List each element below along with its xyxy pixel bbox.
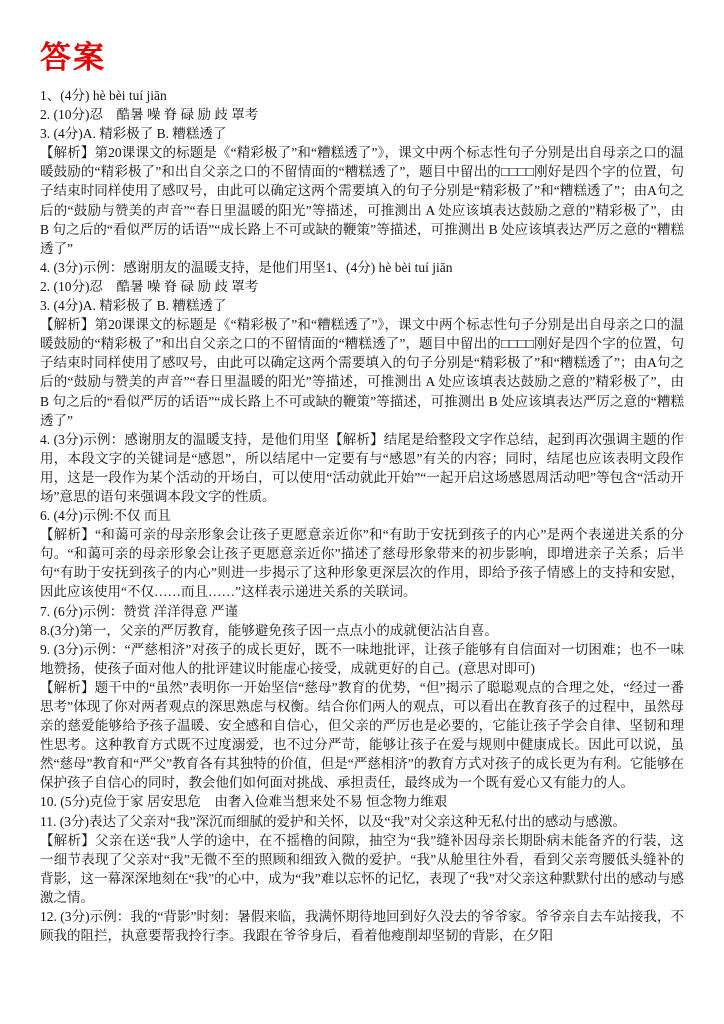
answer-item-9: 9. (3分)示例：“严慈相济”对孩子的成长更好，既不一味地批评，让孩子能够有自信面对一切困难；也不一味地赞扬，使孩子面对他人的批评建议时能虚心接受，成就更好的自己。(意思对即可) xyxy=(40,641,684,676)
answer-item-4-dup: 4. (3分)示例：感谢朋友的温暖支持，是他们用坚1、(4分) hè bèi tuí jiān xyxy=(40,259,453,275)
answer-item-4-analysis: 4. (3分)示例：感谢朋友的温暖支持，是他们用坚【解析】结尾是给整段文字作总结，起到再次强调主题的作用，本段文字的关键词是“感恩”，所以结尾中一定要有与“感恩”有关的内容；同时，结尾也应该表明文段作用，这是一段作为某个活动的开场白，可以使用“活动就此开始”“一起开启这场感恩周活动吧”等包含“活动开场”意思的语句来强调本段文字的性质。 xyxy=(40,431,684,504)
answer-item-2: 2. (10分)忍 酷暑 噪 脊 碌 励 歧 罩考 xyxy=(40,107,259,123)
analysis-item-3: 【解析】第20课课文的标题是《“精彩极了”和“糟糕透了”》，课文中两个标志性句子分别是出自母亲之口的温暖鼓励的“精彩极了”和出自父亲之口的不留情面的“糟糕透了”，题目中留出的□□□□刚好是四个字的位置，句子结束时同样使用了感叹号，由此可以确定这两个需要填入的句子分别是“精彩极了”和“糟糕透了”；由A句之后的“鼓励与赞美的声音”“春日里温暖的阳光”等描述，可推测出 A 处应该填表达鼓励之意的”精彩极了”，由 B 句之后的“看似严厉的话语”“成长路上不可或缺的鞭策”等描述，可推测出 B 处应该填表达严厉之意的“糟糕透了” xyxy=(40,145,684,256)
analysis-item-9: 【解析】题干中的“虽然”表明你一开始坚信“慈母”教育的优势，“但”揭示了聪聪观点的合理之处，“经过一番思考”体现了你对两者观点的深思熟虑与权衡。结合你们两人的观点，可以看出在教育孩子的过程中，虽然母亲的慈爱能够给予孩子温暖、安全感和自信心，但父亲的严厉也是必要的，它能让孩子学会自律、坚韧和理性思考。这种教育方式既不过度溺爱，也不过分严苛，能够让孩子在爱与规则中健康成长。因此可以说，虽然“慈母”教育和“严父”教育各有其独特的价值，但是“严慈相济”的教育方式对孩子的成长更为有利。它能够在保护孩子自信心的同时，教会他们如何面对挑战、承担责任，最终成为一个既有爱心又有能力的人。 xyxy=(40,679,684,791)
answer-item-3-dup: 3. (4分)A. 精彩极了 B. 糟糕透了 xyxy=(40,298,227,314)
answer-item-10: 10. (5分)克俭于家 居安思危 由奢入俭难当想来处不易 恒念物力维艰 xyxy=(40,794,448,810)
analysis-item-11: 【解析】父亲在送“我”人学的途中，在不摇橹的间隙，抽空为“我”缝补因母亲长期卧病未能备齐的行装，这一细节表现了父亲对“我”无微不至的照顾和细致入微的爱护。“我”从舱里往外看，看到父亲弯腰低头缝补的背影，这一幕深深地刻在“我”的心中，成为“我”难以忘怀的记忆，表现了“我”对父亲这种默默付出的感动与感激之情。 xyxy=(40,832,684,905)
answer-item-11: 11. (3分)表达了父亲对“我”深沉而细腻的爱护和关怀，以及“我”对父亲这种无私付出的感动与感激。 xyxy=(40,813,626,829)
answer-item-8: 8.(3分)第一，父亲的严厉教育，能够避免孩子因一点点小的成就便沾沾自喜。 xyxy=(40,622,498,638)
answer-item-12: 12. (3分)示例：我的“背影”时刻：暑假来临，我满怀期待地回到好久没去的爷爷家。爷爷亲自去车站接我，不顾我的阻拦，执意要帮我拎行李。我跟在爷爷身后，看着他瘦削却坚韧的背影，在夕阳 xyxy=(40,909,684,944)
answer-item-6: 6. (4分)示例:不仅 而且 xyxy=(40,508,171,524)
answer-item-3: 3. (4分)A. 精彩极了 B. 糟糕透了 xyxy=(40,126,227,142)
page-title: 答案 xyxy=(40,40,106,75)
answer-item-2-dup: 2. (10分)忍 酷暑 噪 脊 碌 励 歧 罩考 xyxy=(40,278,259,294)
answer-item-1: 1、(4分) hè bèi tuí jiān xyxy=(40,88,167,103)
answers-content xyxy=(40,86,684,945)
analysis-item-3-dup: 【解析】第20课课文的标题是《“精彩极了”和“糟糕透了”》，课文中两个标志性句子分别是出自母亲之口的温暖鼓励的“精彩极了”和出自父亲之口的不留情面的“糟糕透了”，题目中留出的□□□□刚好是四个字的位置，句子结束时同样使用了感叹号，由此可以确定这两个需要填入的句子分别是“精彩极了”和“糟糕透了”；由A句之后的“鼓励与赞美的声音”“春日里温暖的阳光”等描述，可推测出 A 处应该填表达鼓励之意的”精彩极了”，由 B 句之后的“看似严厉的话语”“成长路上不可或缺的鞭策”等描述，可推测出 B 处应该填表达严厉之意的“糟糕透了” xyxy=(40,317,684,428)
answer-item-7: 7. (6分)示例：赞赏 洋洋得意 严谨 xyxy=(40,603,238,619)
analysis-item-6: 【解析】“和蔼可亲的母亲形象会让孩子更愿意亲近你”和“有助于安抚到孩子的内心”是两个表递进关系的分句。“和蔼可亲的母亲形象会让孩子更愿意亲近你”描述了慈母形象带来的初步影响，即增进亲子关系；后半句“有助于安抚到孩子的内心”则进一步揭示了这种形象更深层次的作用，即给予孩子情感上的支持和安慰，因此应该使用“不仅……而且……”这样表示递进关系的关联词。 xyxy=(40,527,684,600)
